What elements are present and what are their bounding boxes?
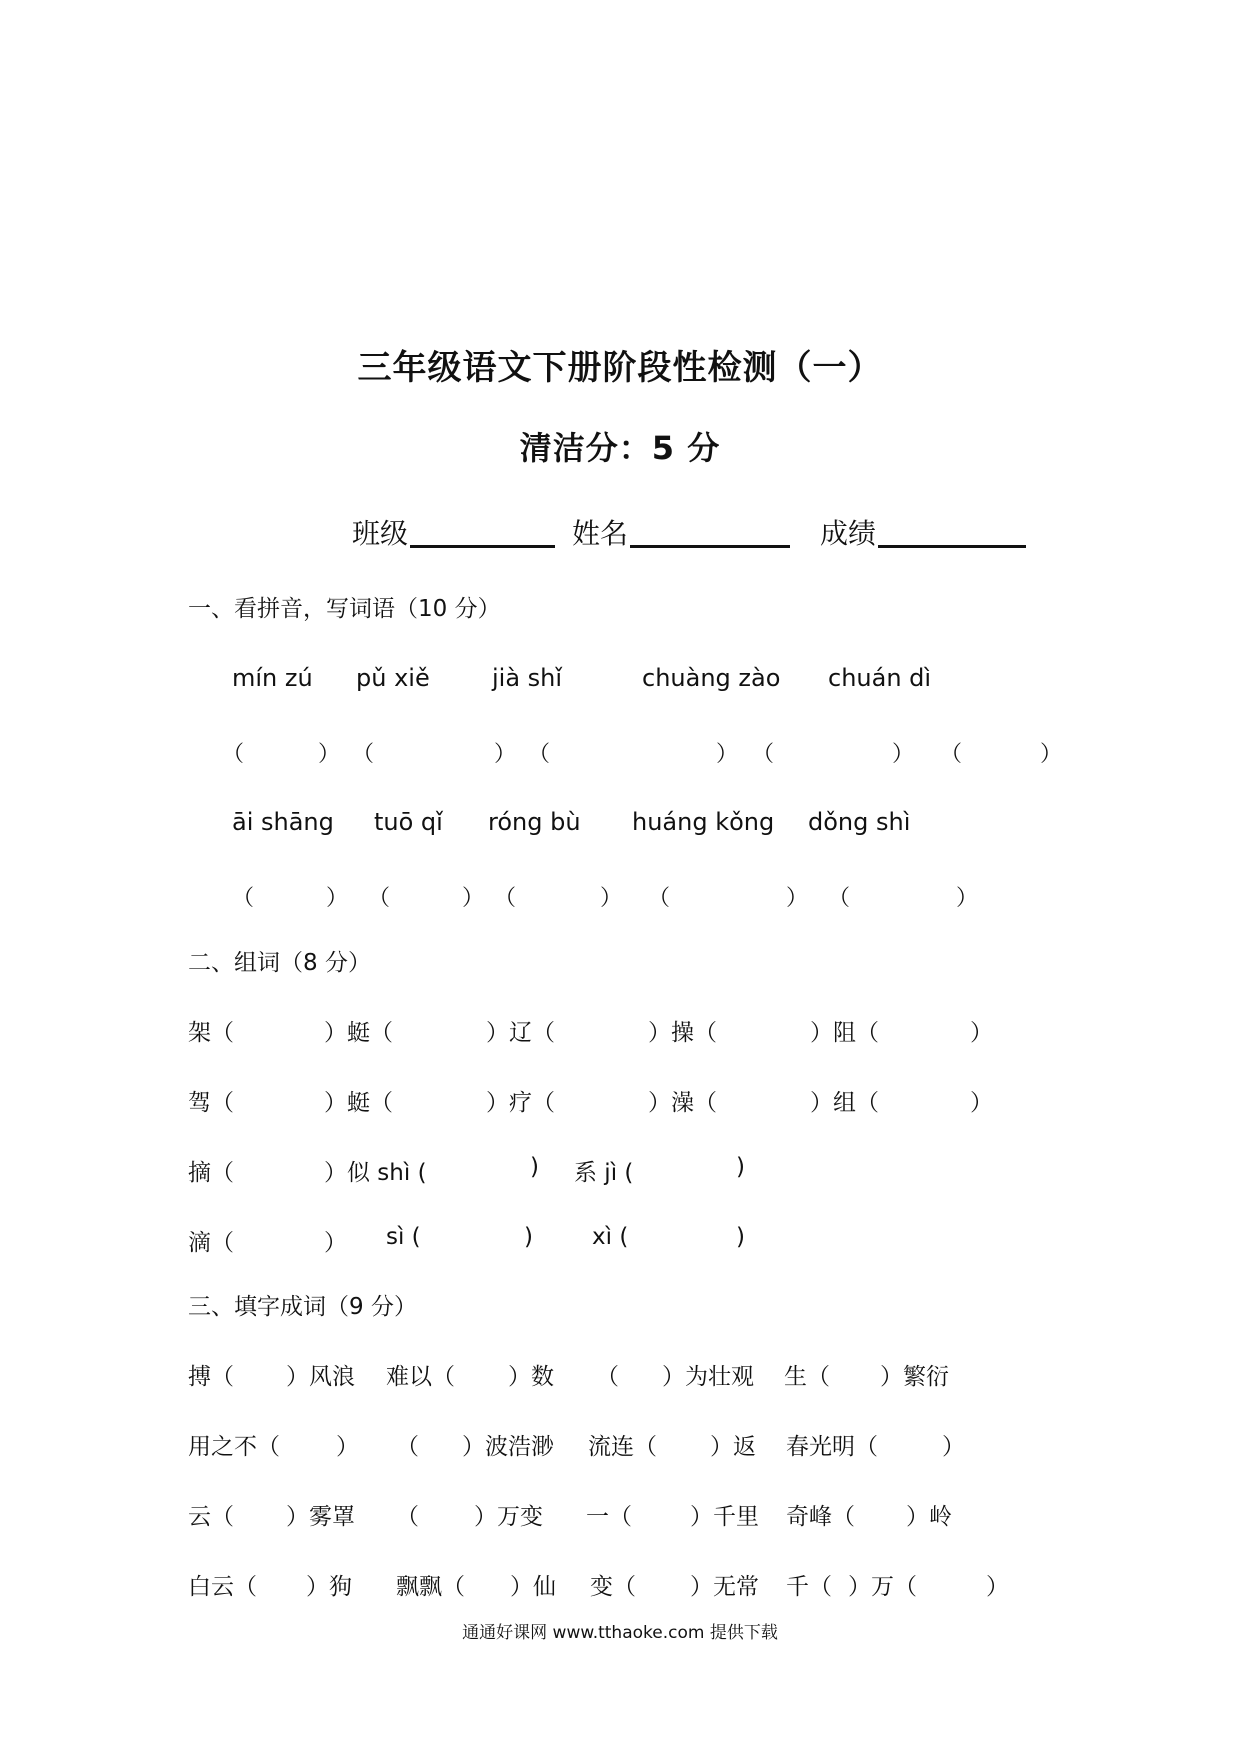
idiom-item: ）雾罩 (286, 1504, 355, 1530)
word-item: ） (324, 1230, 347, 1256)
section2-heading: 二、组词（8 分） (188, 950, 371, 976)
pinyin-item: jià shǐ (492, 664, 563, 692)
idiom-item: 白云（ (188, 1574, 257, 1600)
section3-heading: 三、填字成词（9 分） (188, 1294, 417, 1320)
idiom-item: 春光明（ (786, 1434, 878, 1460)
pinyin-item: chuán dì (828, 664, 932, 692)
word-item: ）蜓（ (324, 1090, 393, 1116)
idiom-item: ） (336, 1434, 359, 1460)
footer-text: 通通好课网 www.tthaoke.com 提供下载 (462, 1623, 778, 1643)
idiom-item: 一（ (586, 1504, 632, 1530)
paren-close: ） (786, 886, 809, 911)
idiom-item: ）仙 (510, 1574, 556, 1600)
idiom-item: 用之不（ (188, 1434, 280, 1460)
word-item: ) (524, 1224, 533, 1250)
paren-open: （ (752, 742, 775, 767)
idiom-item: 奇峰（ (786, 1504, 855, 1530)
idiom-item: （ (596, 1364, 619, 1390)
word-item: ）澡（ (648, 1090, 717, 1116)
idiom-item: ）万（ (848, 1574, 917, 1600)
idiom-item: ） (986, 1574, 1009, 1600)
idiom-item: ） (942, 1434, 965, 1460)
pinyin-item: chuàng zào (642, 664, 781, 692)
word-item: ) (736, 1224, 745, 1250)
idiom-item: ）波浩渺 (462, 1434, 554, 1460)
word-item: 架（ (188, 1020, 234, 1046)
idiom-item: ）数 (508, 1364, 554, 1390)
paren-close: ） (956, 886, 979, 911)
paren-open: （ (352, 742, 375, 767)
idiom-item: 飘飘（ (396, 1574, 465, 1600)
paren-close: ） (716, 742, 739, 767)
cleanliness-score: 清洁分：5 分 (519, 429, 721, 467)
word-item: ）蜓（ (324, 1020, 393, 1046)
word-item: ）辽（ (486, 1020, 555, 1046)
word-item: ）组（ (810, 1090, 879, 1116)
idiom-item: 云（ (188, 1504, 234, 1530)
paren-open: （ (494, 886, 517, 911)
idiom-item: 生（ (784, 1364, 830, 1390)
pinyin-item: āi shāng (232, 808, 334, 836)
idiom-item: ）无常 (690, 1574, 759, 1600)
word-item: ） (970, 1020, 993, 1046)
pinyin-item: pǔ xiě (356, 664, 430, 692)
score-label: 成绩 (820, 517, 877, 550)
word-item: ) (530, 1154, 539, 1180)
word-item: ）似 shì ( (324, 1160, 427, 1186)
paren-open: （ (940, 742, 963, 767)
pinyin-item: róng bù (488, 808, 581, 836)
paren-open: （ (368, 886, 391, 911)
paren-open: （ (828, 886, 851, 911)
word-item: 系 jì ( (574, 1160, 634, 1186)
paren-close: ） (1040, 742, 1063, 767)
paren-open: （ (222, 742, 245, 767)
idiom-item: 难以（ (386, 1364, 455, 1390)
idiom-item: ）万变 (474, 1504, 543, 1530)
class-blank (410, 545, 555, 548)
idiom-item: ）千里 (690, 1504, 759, 1530)
word-item: ）阻（ (810, 1020, 879, 1046)
word-item: 驾（ (188, 1090, 234, 1116)
class-label: 班级 (352, 517, 409, 550)
idiom-item: （ (396, 1504, 419, 1530)
idiom-item: 千（ (786, 1574, 832, 1600)
idiom-item: 搏（ (188, 1364, 234, 1390)
word-item: sì ( (386, 1224, 421, 1250)
word-item: 摘（ (188, 1160, 234, 1186)
paren-open: （ (232, 886, 255, 911)
idiom-item: 变（ (590, 1574, 636, 1600)
idiom-item: ）为壮观 (662, 1364, 754, 1390)
idiom-item: ）狗 (306, 1574, 352, 1600)
pinyin-item: mín zú (232, 664, 313, 692)
paren-close: ） (318, 742, 341, 767)
name-label: 姓名 (572, 517, 629, 550)
paren-close: ） (494, 742, 517, 767)
paren-close: ） (462, 886, 485, 911)
paren-close: ） (326, 886, 349, 911)
word-item: ） (970, 1090, 993, 1116)
name-blank (630, 545, 790, 548)
paren-open: （ (648, 886, 671, 911)
word-item: ）操（ (648, 1020, 717, 1046)
idiom-item: 流连（ (588, 1434, 657, 1460)
paren-open: （ (528, 742, 551, 767)
idiom-item: ）风浪 (286, 1364, 355, 1390)
idiom-item: ）返 (710, 1434, 756, 1460)
pinyin-item: dǒng shì (808, 808, 911, 836)
page-title: 三年级语文下册阶段性检测（一） (357, 348, 883, 388)
idiom-item: （ (396, 1434, 419, 1460)
section1-heading: 一、看拼音，写词语（10 分） (188, 596, 501, 622)
score-blank (878, 545, 1026, 548)
idiom-item: ）繁衍 (880, 1364, 949, 1390)
word-item: 滴（ (188, 1230, 234, 1256)
paren-close: ） (892, 742, 915, 767)
pinyin-item: tuō qǐ (374, 808, 443, 836)
word-item: xì ( (592, 1224, 629, 1250)
paren-close: ） (600, 886, 623, 911)
word-item: ) (736, 1154, 745, 1180)
word-item: ）疗（ (486, 1090, 555, 1116)
idiom-item: ）岭 (906, 1504, 952, 1530)
pinyin-item: huáng kǒng (632, 808, 775, 836)
